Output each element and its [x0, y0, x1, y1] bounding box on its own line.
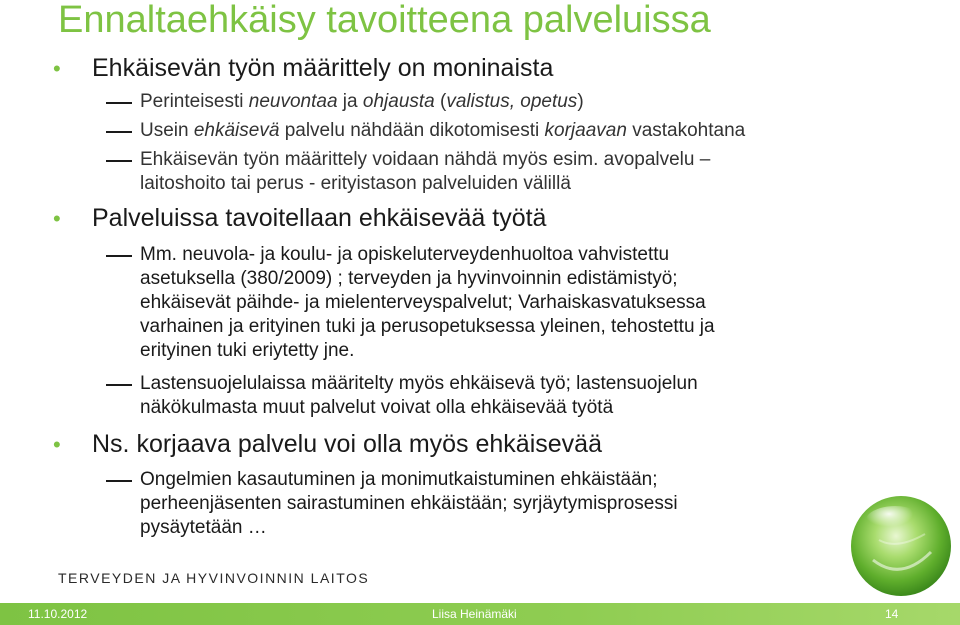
- bullet-1-text: Ehkäisevän työn määrittely on moninaista: [92, 54, 554, 82]
- sub-text-line: asetuksella (380/2009) ; terveyden ja hyvinvoinnin edistämistyö;: [140, 268, 678, 289]
- sub-text: ja: [337, 91, 363, 112]
- sub-text: Usein: [140, 120, 194, 141]
- sub-text: vastakohtana: [626, 120, 746, 141]
- sub-text-line: Ongelmien kasautuminen ja monimutkaistuminen ehkäistään;: [140, 469, 658, 490]
- footer-page-number: 14: [885, 607, 899, 621]
- dash-icon: [106, 160, 132, 162]
- sub-text: ): [577, 91, 584, 112]
- sub-text-italic: neuvontaa: [248, 91, 338, 112]
- bullet-2-text: Palveluissa tavoitellaan ehkäisevää työtä: [92, 204, 547, 232]
- sub-text-italic: ehkäisevä: [193, 120, 280, 141]
- sub-text-italic: ohjausta: [362, 91, 435, 112]
- sub-text: Perinteisesti: [140, 91, 249, 112]
- footer-bar: [0, 603, 960, 625]
- sub-text-italic: valistus, opetus: [446, 91, 578, 112]
- org-logo-text: TERVEYDEN JA HYVINVOINNIN LAITOS: [58, 570, 370, 586]
- sub-text: (: [434, 91, 447, 112]
- bullet-icon: •: [53, 56, 61, 81]
- dash-icon: [106, 131, 132, 133]
- sub-text-italic: korjaavan: [544, 120, 627, 141]
- green-orb-icon: [845, 490, 957, 602]
- sub-text-line: ehkäisevät päihde- ja mielenterveyspalvelut; Varhaiskasvatuksessa: [140, 292, 706, 313]
- dash-icon: [106, 480, 132, 482]
- sub-text-line: pysäytetään …: [140, 517, 267, 538]
- bullet-3-text: Ns. korjaava palvelu voi olla myös ehkäisevää: [92, 430, 602, 458]
- bullet-icon: •: [53, 206, 61, 231]
- dash-icon: [106, 102, 132, 104]
- dash-icon: [106, 384, 132, 386]
- sub-text-line: näkökulmasta muut palvelut voivat olla ehkäisevää työtä: [140, 397, 614, 418]
- sub-text-line: laitoshoito tai perus - erityistason palveluiden välillä: [140, 173, 571, 194]
- sub-text-line: Lastensuojelulaissa määritelty myös ehkäisevä työ; lastensuojelun: [140, 373, 698, 394]
- sub-text-line: erityinen tuki eriytetty jne.: [140, 340, 355, 361]
- sub-text-line: Mm. neuvola- ja koulu- ja opiskeluterveydenhuoltoa vahvistettu: [140, 244, 670, 265]
- footer-author: Liisa Heinämäki: [432, 607, 517, 621]
- slide-title: Ennaltaehkäisy tavoitteena palveluissa: [58, 0, 711, 41]
- sub-text-line: perheenjäsenten sairastuminen ehkäistään; syrjäytymisprosessi: [140, 493, 678, 514]
- sub-text: palvelu nähdään dikotomisesti: [279, 120, 545, 141]
- footer-date: 11.10.2012: [28, 607, 88, 621]
- dash-icon: [106, 255, 132, 257]
- sub-text-line: varhainen ja erityinen tuki ja perusopetuksessa yleinen, tehostettu ja: [140, 316, 715, 337]
- bullet-icon: •: [53, 432, 61, 457]
- sub-text-line: Ehkäisevän työn määrittely voidaan nähdä myös esim. avopalvelu –: [140, 149, 711, 170]
